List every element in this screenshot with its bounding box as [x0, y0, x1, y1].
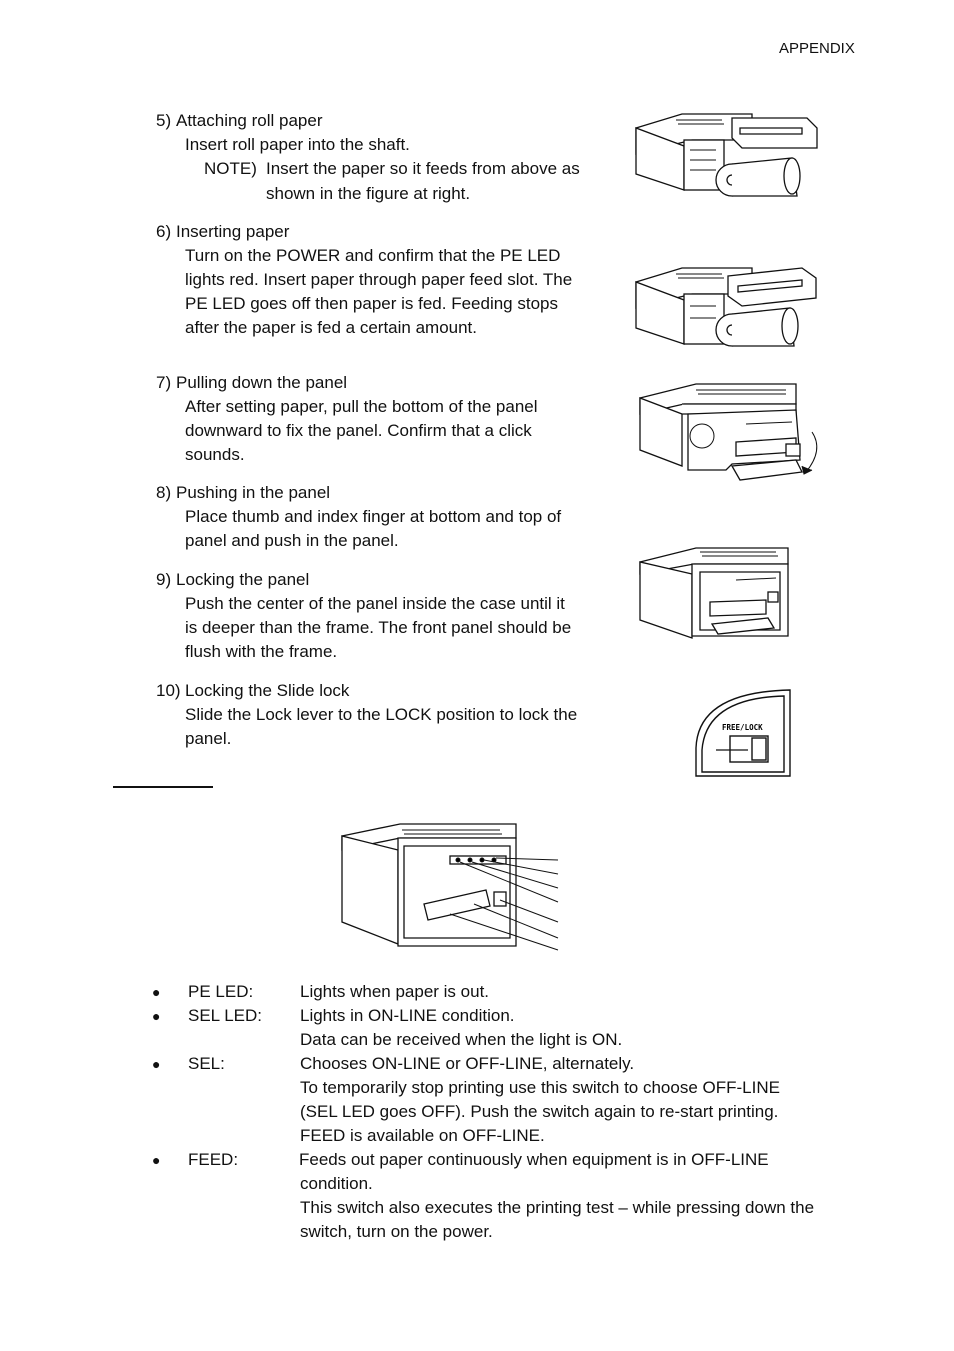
- step-7-line-1: After setting paper, pull the bottom of the panel: [185, 397, 538, 416]
- pe-led-desc-1: Lights when paper is out.: [300, 982, 490, 1001]
- step-5-note-label: NOTE): [204, 159, 257, 178]
- sel-led-term: SEL LED:: [188, 1006, 263, 1025]
- step-6-line-4: after the paper is fed a certain amount.: [185, 318, 478, 337]
- feed-term: FEED:: [188, 1150, 239, 1169]
- bullet-dot: ●: [152, 984, 161, 1000]
- step-6-line-3: PE LED goes off then paper is fed. Feeding stops: [185, 294, 558, 313]
- step-6-number: 6): [156, 222, 172, 241]
- section-rule: [113, 786, 213, 788]
- feed-desc-4: switch, turn on the power.: [300, 1222, 493, 1241]
- bullet-dot: ●: [152, 1008, 161, 1024]
- free-lock-label: FREE/LOCK: [722, 723, 763, 732]
- step-10-number: 10): [156, 681, 181, 700]
- step-6-line-2: lights red. Insert paper through paper feed slot. The: [185, 270, 573, 289]
- step-10-line-1: Slide the Lock lever to the LOCK position to lock the: [185, 705, 578, 724]
- step-7-line-2: downward to fix the panel. Confirm that a click: [185, 421, 532, 440]
- step-10-title: Locking the Slide lock: [185, 681, 350, 700]
- bullet-dot: ●: [152, 1152, 161, 1168]
- step-5-number: 5): [156, 111, 172, 130]
- figure-attaching-roll-paper: [632, 110, 822, 206]
- pe-led-term: PE LED:: [188, 982, 254, 1001]
- step-8-line-1: Place thumb and index finger at bottom and top of: [185, 507, 562, 526]
- step-5-title: Attaching roll paper: [176, 111, 323, 130]
- step-7-line-3: sounds.: [185, 445, 245, 464]
- feed-desc-3: This switch also executes the printing test – while pressing down the: [300, 1198, 815, 1217]
- feed-desc-1: Feeds out paper continuously when equipment is in OFF-LINE: [299, 1150, 769, 1169]
- step-5-note-line-1: Insert the paper so it feeds from above as: [266, 159, 580, 178]
- step-5-line-1: Insert roll paper into the shaft.: [185, 135, 410, 154]
- step-10-line-2: panel.: [185, 729, 232, 748]
- figure-pulling-down-panel: [636, 380, 832, 484]
- step-8-line-2: panel and push in the panel.: [185, 531, 399, 550]
- step-9-number: 9): [156, 570, 172, 589]
- step-8-title: Pushing in the panel: [176, 483, 331, 502]
- step-7-number: 7): [156, 373, 172, 392]
- step-9-line-2: is deeper than the frame. The front panel should be: [185, 618, 572, 637]
- step-9-title: Locking the panel: [176, 570, 310, 589]
- sel-desc-3: (SEL LED goes OFF). Push the switch again to re-start printing.: [300, 1102, 779, 1121]
- sel-desc-1: Chooses ON-LINE or OFF-LINE, alternately.: [300, 1054, 635, 1073]
- running-header: APPENDIX: [779, 40, 855, 57]
- step-9-line-3: flush with the frame.: [185, 642, 338, 661]
- sel-desc-4: FEED is available on OFF-LINE.: [300, 1126, 545, 1145]
- sel-led-desc-1: Lights in ON-LINE condition.: [300, 1006, 515, 1025]
- figure-panel-pushed-in: [636, 544, 796, 642]
- step-9-line-1: Push the center of the panel inside the case until it: [185, 594, 565, 613]
- sel-term: SEL:: [188, 1054, 225, 1073]
- step-7-title: Pulling down the panel: [176, 373, 348, 392]
- step-6-title: Inserting paper: [176, 222, 290, 241]
- figure-front-panel-controls: [340, 822, 562, 954]
- figure-inserting-paper: [632, 262, 822, 354]
- sel-desc-2: To temporarily stop printing use this switch to choose OFF-LINE: [300, 1078, 780, 1097]
- figure-slide-lock: [694, 688, 798, 780]
- sel-led-desc-2: Data can be received when the light is ON.: [300, 1030, 623, 1049]
- feed-desc-2: condition.: [300, 1174, 373, 1193]
- step-6-line-1: Turn on the POWER and confirm that the PE LED: [185, 246, 561, 265]
- bullet-dot: ●: [152, 1056, 161, 1072]
- step-8-number: 8): [156, 483, 172, 502]
- step-5-note-line-2: shown in the figure at right.: [266, 184, 471, 203]
